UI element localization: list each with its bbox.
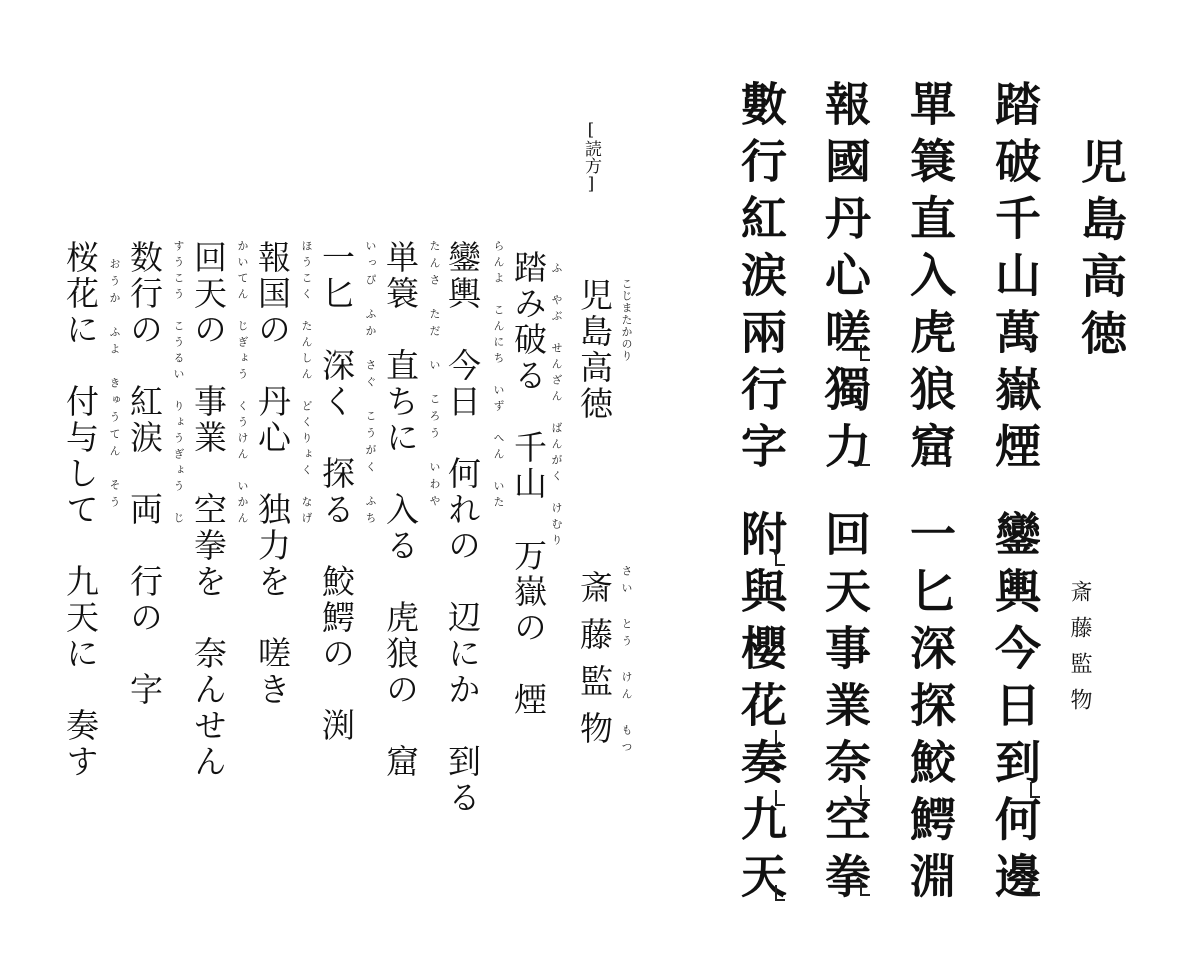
kanbun-line-1: 踏破千山萬嶽煙 bbox=[988, 80, 1042, 479]
kanbun-author: 斎藤監物 bbox=[1067, 580, 1092, 724]
yomikata-line-2: 鑾輿 今日 何れの 辺にか 到る bbox=[443, 240, 482, 816]
yomikata-ruby-8: おうか ふよ きゅうてん そう bbox=[108, 258, 121, 513]
kaeriten-mark bbox=[775, 730, 785, 746]
yomikata-ruby-4: いっぴ ふか さぐ こうがく ふち bbox=[364, 240, 377, 529]
kaeriten-mark bbox=[775, 790, 785, 806]
kaeriten-mark bbox=[1030, 880, 1040, 896]
kanbun-line-5: 鑾輿今日到何邊 bbox=[988, 510, 1042, 909]
yomikata-ruby-7: すうこう こうるい りょうぎょう じ bbox=[172, 240, 185, 528]
kanbun-title: 児島高徳 bbox=[1074, 138, 1128, 366]
yomikata-ruby-3: たんさ ただ い ころう いわや bbox=[428, 240, 441, 512]
kaeriten-mark bbox=[860, 450, 870, 466]
kaeriten-mark bbox=[860, 880, 870, 896]
kaeriten-mark bbox=[775, 885, 785, 901]
yomikata-ruby-1: ふ やぶ せんざん ばんがく けむり bbox=[550, 262, 563, 550]
kaeriten-mark bbox=[860, 345, 870, 361]
yomikata-title-ruby: こじまたかのり bbox=[620, 278, 633, 362]
yomikata-line-5: 報国の 丹心 独力を 嗟き bbox=[253, 240, 292, 708]
yomikata-ruby-5: ほうこく たんしん どくりょく なげ bbox=[300, 240, 313, 528]
yomikata-line-7: 数行の 紅涙 両 行の 字 bbox=[125, 240, 164, 708]
yomikata-line-8: 桜花に 付与して 九天に 奏す bbox=[61, 240, 100, 780]
kanbun-line-8: 附與櫻花奏九天 bbox=[734, 510, 788, 909]
kanbun-line-7: 回天事業奈空拳 bbox=[818, 510, 872, 909]
yomikata-ruby-2: らんよ こんにち いず へん いた bbox=[492, 240, 505, 512]
kaeriten-mark bbox=[860, 785, 870, 801]
yomikata-line-1: 踏み破る 千山 万嶽の 煙 bbox=[509, 250, 548, 718]
yomikata-label: [読方] bbox=[581, 120, 601, 194]
yomikata-ruby-6: かいてん じぎょう くうけん いかん bbox=[236, 240, 249, 528]
yomikata-title: 児島高徳 bbox=[575, 278, 614, 422]
kanbun-line-4: 數行紅涙兩行字 bbox=[734, 80, 788, 479]
yomikata-line-6: 回天の 事業 空拳を 奈んせん bbox=[189, 240, 228, 780]
kaeriten-mark bbox=[1030, 782, 1040, 798]
yomikata-line-3: 単簑 直ちに 入る 虎狼の 窟 bbox=[381, 240, 420, 780]
kanbun-line-3: 報國丹心嗟獨力 bbox=[818, 80, 872, 479]
yomikata-author-ruby: さい とう けん もつ bbox=[620, 565, 633, 758]
kanbun-line-6: 一匕深探鮫鰐淵 bbox=[903, 510, 957, 909]
kaeriten-mark bbox=[775, 550, 785, 566]
yomikata-line-4: 一匕 深く 探る 鮫鰐の 渕 bbox=[317, 240, 356, 744]
yomikata-author: 斎藤監物 bbox=[575, 570, 614, 758]
kanbun-line-2: 單簑直入虎狼窟 bbox=[903, 80, 957, 479]
